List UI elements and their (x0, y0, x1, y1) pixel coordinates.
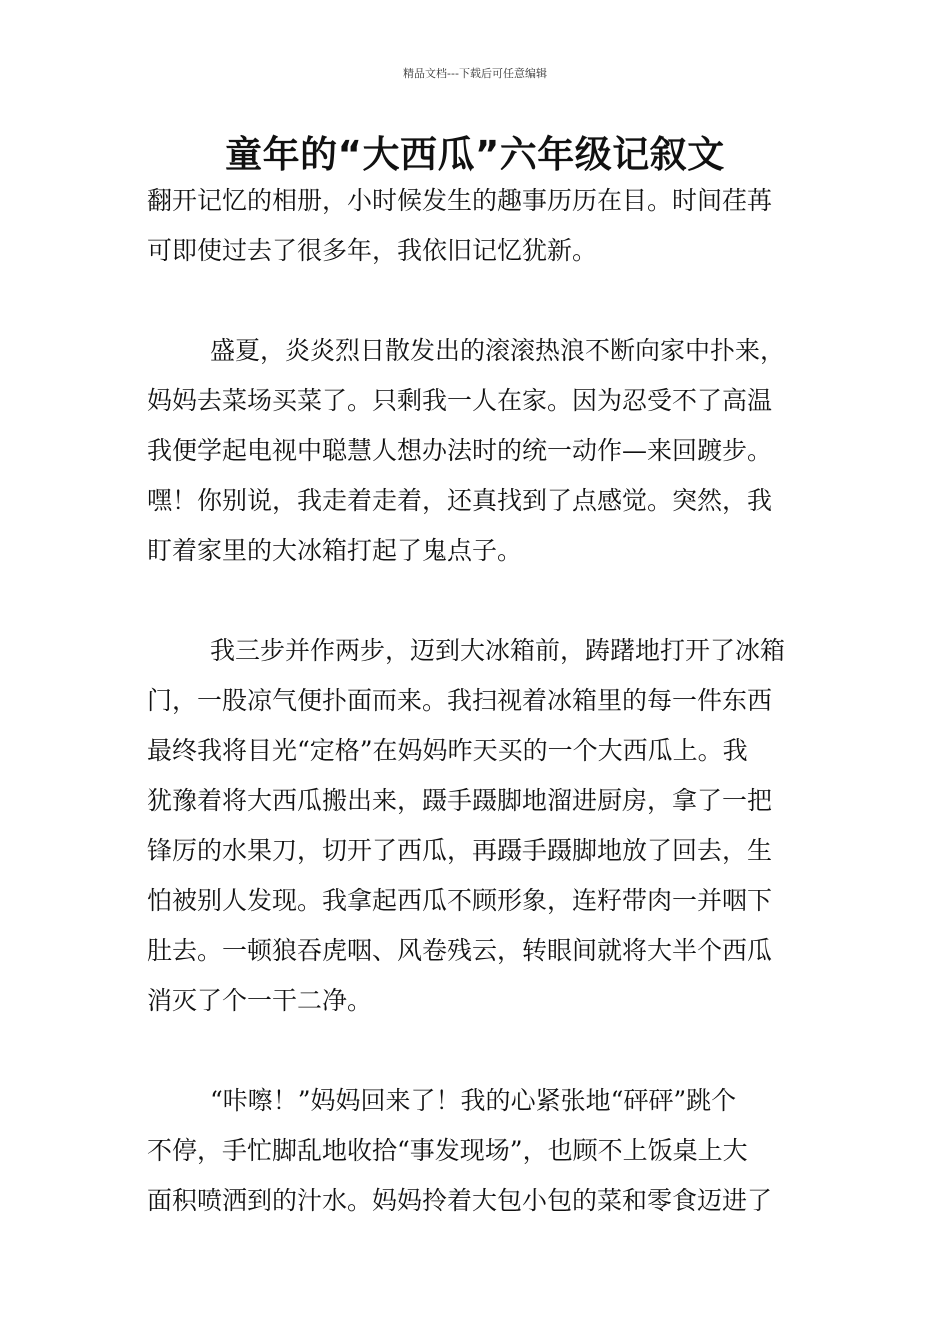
header-note: 精品文档---下载后可任意编辑 (403, 67, 547, 80)
text-line: 我三步并作两步，迈到大冰箱前，踌躇地打开了冰箱 (210, 636, 786, 665)
text-line: 妈妈去菜场买菜了。只剩我一人在家。因为忍受不了高温 (147, 386, 773, 415)
paragraph-2 (147, 326, 807, 576)
document-title: 童年的“大西瓜”六年级记叙文 (225, 133, 725, 176)
text-line: “咔嚓！”妈妈回来了！我的心紧张地“砰砰”跳个 (210, 1086, 737, 1115)
text-line: 嘿！你别说，我走着走着，还真找到了点感觉。突然，我 (147, 486, 773, 515)
essay-body (147, 176, 807, 1226)
text-line: 门，一股凉气便扑面而来。我扫视着冰箱里的每一件东西 (147, 686, 773, 715)
text-line: 怕被别人发现。我拿起西瓜不顾形象，连籽带肉一并咽下 (147, 886, 773, 915)
paragraph-gap (147, 276, 807, 326)
paragraph-3 (147, 626, 807, 1026)
text-line: 消灭了个一干二净。 (147, 986, 373, 1015)
text-line: 肚去。一顿狼吞虎咽、风卷残云，转眼间就将大半个西瓜 (147, 936, 773, 965)
paragraph-gap (147, 1026, 807, 1076)
paragraph-4 (147, 1076, 807, 1226)
text-line: 犹豫着将大西瓜搬出来，蹑手蹑脚地溜进厨房，拿了一把 (147, 786, 773, 815)
text-line: 锋厉的水果刀，切开了西瓜，再蹑手蹑脚地放了回去，生 (147, 836, 773, 865)
text-line: 可即使过去了很多年，我依旧记忆犹新。 (147, 236, 598, 265)
text-line: 不停，手忙脚乱地收拾“事发现场”，也顾不上饭桌上大 (147, 1136, 748, 1165)
text-line: 盯着家里的大冰箱打起了鬼点子。 (147, 536, 523, 565)
text-line: 最终我将目光“定格”在妈妈昨天买的一个大西瓜上。我 (147, 736, 748, 765)
text-line: 盛夏，炎炎烈日散发出的滚滚热浪不断向家中扑来， (210, 336, 786, 365)
text-line: 面积喷洒到的汁水。妈妈拎着大包小包的菜和零食迈进了 (147, 1186, 773, 1215)
paragraph-1 (147, 176, 807, 276)
text-line: 翻开记忆的相册，小时候发生的趣事历历在目。时间荏苒 (147, 186, 773, 215)
paragraph-gap (147, 576, 807, 626)
text-line: 我便学起电视中聪慧人想办法时的统一动作—来回踱步。 (147, 436, 773, 465)
